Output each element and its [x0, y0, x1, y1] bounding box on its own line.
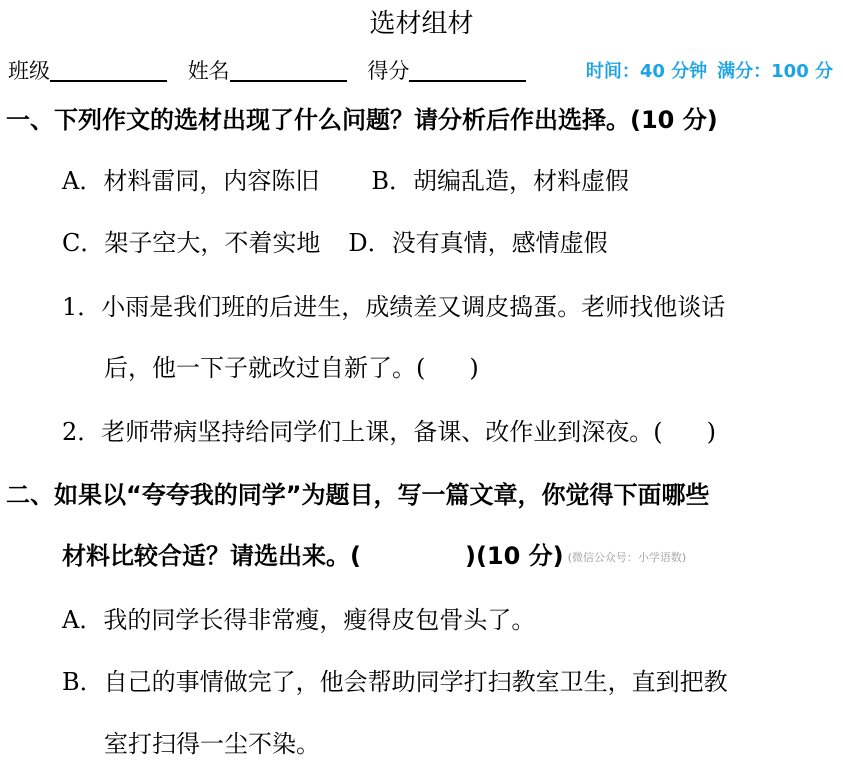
option-b: B．胡编乱造，材料虚假: [371, 167, 629, 195]
option-d: D．没有真情，感情虚假: [348, 229, 608, 257]
section2-heading-line2: 材料比较合适？请选出来。( )(10 分) (微信公众号：小学语数): [62, 542, 687, 570]
score-label: 得分: [367, 59, 410, 83]
page-title: 选材组材: [369, 9, 474, 39]
score-blank[interactable]: [409, 61, 526, 82]
section2-option-b-line2: 室打扫得一尘不染。: [104, 730, 320, 758]
option-c: C．架子空大，不着实地: [62, 229, 321, 257]
section1-options-row2: [62, 231, 608, 255]
question-1-line1: 1．小雨是我们班的后进生，成绩差又调皮捣蛋。老师找他谈话: [62, 293, 726, 321]
section1-options-row1: [62, 169, 629, 193]
name-blank[interactable]: [230, 61, 347, 82]
section2-option-b-line1: B．自己的事情做完了，他会帮助同学打扫教室卫生，直到把教: [62, 668, 728, 696]
section2-option-a: A．我的同学长得非常瘦，瘦得皮包骨头了。: [62, 606, 536, 634]
exam-info: [586, 63, 833, 81]
section2-heading-line1: 二、如果以“夸夸我的同学”为题目，写一篇文章，你觉得下面哪些: [6, 481, 710, 509]
question-2: 2．老师带病坚持给同学们上课，备课、改作业到深夜。( ): [62, 418, 717, 446]
option-a: A．材料雷同，内容陈旧: [62, 167, 320, 195]
name-label: 姓名: [187, 59, 230, 83]
full-score: 满分：100 分: [717, 61, 833, 82]
question-1-line2: 后，他一下子就改过自新了。( ): [104, 354, 479, 382]
wechat-note: (微信公众号：小学语数): [567, 550, 687, 564]
time-limit: 时间：40 分钟: [585, 61, 708, 82]
section1-heading: 一、下列作文的选材出现了什么问题？请分析后作出选择。(10 分): [6, 106, 718, 134]
class-blank[interactable]: [50, 61, 167, 82]
class-label: 班级: [8, 59, 50, 83]
student-info-row: [8, 61, 540, 82]
